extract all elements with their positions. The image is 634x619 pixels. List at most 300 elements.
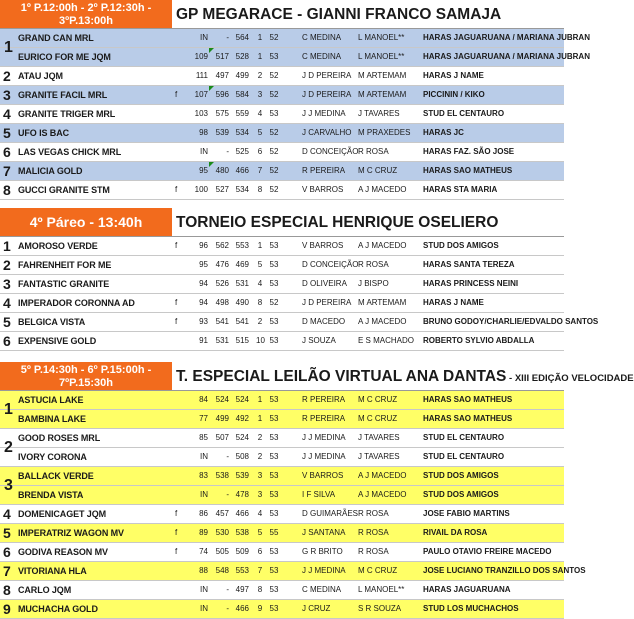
note-marker-icon bbox=[209, 162, 214, 167]
cell-owner: HARAS FAZ. SÃO JOSE bbox=[423, 147, 515, 156]
cell-pp: 4 bbox=[257, 109, 263, 118]
cell-pp: 2 bbox=[257, 71, 263, 80]
cell-owner: HARAS JAGUARUANA bbox=[423, 585, 511, 594]
cell-last: 466 bbox=[235, 604, 249, 613]
cell-jockey: C MEDINA bbox=[302, 52, 342, 61]
cell-dist: 53 bbox=[269, 471, 279, 480]
saddle-number: 8 bbox=[3, 182, 11, 198]
cell-trainer: A J MACEDO bbox=[358, 471, 407, 480]
cell-f: f bbox=[175, 185, 178, 194]
cell-dist: 53 bbox=[269, 509, 279, 518]
cell-weight: - bbox=[226, 585, 229, 594]
cell-pp: 2 bbox=[257, 433, 263, 442]
horse-name: GRANITE TRIGER MRL bbox=[18, 109, 116, 119]
cell-owner: RIVAIL DA ROSA bbox=[423, 528, 488, 537]
cell-trainer: M ARTEMAM bbox=[358, 71, 407, 80]
entry-row[interactable] bbox=[0, 429, 564, 447]
entry-row[interactable] bbox=[0, 181, 564, 199]
cell-last: 525 bbox=[235, 147, 249, 156]
entry-row[interactable] bbox=[0, 275, 564, 293]
cell-dist: 53 bbox=[269, 260, 279, 269]
cell-f: f bbox=[175, 528, 178, 537]
cell-pp: 4 bbox=[257, 279, 263, 288]
cell-last: 531 bbox=[235, 279, 249, 288]
cell-trainer: R ROSA bbox=[358, 260, 389, 269]
race-title bbox=[176, 0, 501, 29]
cell-weight: 457 bbox=[215, 509, 229, 518]
cell-owner: HARAS SAO MATHEUS bbox=[423, 166, 513, 175]
saddle-number: 5 bbox=[3, 525, 11, 541]
cell-pp: 2 bbox=[257, 317, 263, 326]
cell-last: 553 bbox=[235, 566, 249, 575]
horse-name: BELGICA VISTA bbox=[18, 317, 86, 327]
note-marker-icon bbox=[209, 86, 214, 91]
cell-last: 509 bbox=[235, 547, 249, 556]
horse-name: DOMENICAGET JQM bbox=[18, 509, 107, 519]
cell-owner: HARAS JAGUARUANA / MARIANA JUBRAN bbox=[423, 52, 590, 61]
horse-name: FANTASTIC GRANITE bbox=[18, 279, 110, 289]
cell-jockey: J J MEDINA bbox=[302, 109, 346, 118]
saddle-number: 1 bbox=[4, 39, 13, 56]
cell-trainer: J TAVARES bbox=[358, 433, 400, 442]
cell-trainer: M PRAXEDES bbox=[358, 128, 411, 137]
cell-weight: 530 bbox=[215, 528, 229, 537]
cell-f: f bbox=[175, 298, 178, 307]
cell-weight: 541 bbox=[215, 317, 229, 326]
race-time-tag: 1º P.12:00h - 2º P.12:30h - 3ºP.13:00h bbox=[0, 0, 172, 29]
cell-dist: 53 bbox=[269, 452, 279, 461]
race-title-text: TORNEIO ESPECIAL HENRIQUE OSELIERO bbox=[176, 214, 499, 231]
horse-name: IMPERATRIZ WAGON MV bbox=[18, 528, 124, 538]
race-entries bbox=[0, 29, 590, 200]
cell-rating: IN bbox=[200, 33, 208, 42]
cell-rating: 93 bbox=[199, 317, 208, 326]
cell-trainer: E S MACHADO bbox=[358, 336, 415, 345]
cell-trainer: R ROSA bbox=[358, 528, 389, 537]
cell-rating: 96 bbox=[199, 241, 208, 250]
race-title-text: GP MEGARACE - GIANNI FRANCO SAMAJA bbox=[176, 6, 502, 23]
cell-rating: 86 bbox=[199, 509, 208, 518]
cell-last: 528 bbox=[235, 52, 249, 61]
cell-rating: 98 bbox=[199, 128, 208, 137]
race-time-tag: 5º P.14:30h - 6º P.15:00h - 7ºP.15:30h bbox=[0, 362, 172, 391]
entry-row[interactable] bbox=[0, 524, 564, 542]
cell-owner: HARAS J NAME bbox=[423, 71, 484, 80]
cell-owner: HARAS PRINCESS NEINI bbox=[423, 279, 519, 288]
cell-dist: 53 bbox=[269, 336, 279, 345]
cell-jockey: J CRUZ bbox=[302, 604, 331, 613]
row-divider bbox=[0, 350, 564, 351]
cell-last: 584 bbox=[235, 90, 249, 99]
horse-name: GOOD ROSES MRL bbox=[18, 433, 101, 443]
cell-last: 538 bbox=[235, 528, 249, 537]
cell-pp: 5 bbox=[257, 260, 263, 269]
saddle-number: 5 bbox=[3, 314, 11, 330]
saddle-number: 1 bbox=[4, 401, 13, 418]
cell-last: 466 bbox=[235, 166, 249, 175]
cell-dist: 53 bbox=[269, 585, 279, 594]
saddle-number: 1 bbox=[3, 238, 11, 254]
row-divider bbox=[0, 199, 564, 200]
entry-row[interactable] bbox=[0, 562, 586, 580]
cell-weight: 539 bbox=[215, 128, 229, 137]
entry-row[interactable] bbox=[0, 332, 564, 350]
cell-jockey: J D PEREIRA bbox=[302, 71, 352, 80]
cell-jockey: J SANTANA bbox=[302, 528, 346, 537]
cell-rating: 103 bbox=[194, 109, 208, 118]
entry-row[interactable] bbox=[0, 410, 564, 428]
cell-rating: 74 bbox=[199, 547, 208, 556]
cell-trainer: A J MACEDO bbox=[358, 241, 407, 250]
cell-dist: 53 bbox=[269, 414, 279, 423]
race-section bbox=[0, 362, 634, 619]
cell-rating: 94 bbox=[199, 298, 208, 307]
cell-dist: 53 bbox=[269, 279, 279, 288]
cell-dist: 53 bbox=[269, 109, 279, 118]
cell-pp: 1 bbox=[257, 241, 263, 250]
cell-weight: 480 bbox=[215, 166, 229, 175]
horse-name: ATAU JQM bbox=[18, 71, 63, 81]
cell-trainer: M ARTEMAM bbox=[358, 298, 407, 307]
cell-weight: 526 bbox=[215, 279, 229, 288]
race-entries bbox=[0, 237, 599, 351]
saddle-number: 8 bbox=[3, 582, 11, 598]
cell-jockey: D OLIVEIRA bbox=[302, 279, 347, 288]
cell-weight: 548 bbox=[215, 566, 229, 575]
cell-pp: 1 bbox=[257, 33, 263, 42]
cell-rating: IN bbox=[200, 452, 208, 461]
entry-row[interactable] bbox=[0, 48, 590, 66]
horse-name: MUCHACHA GOLD bbox=[18, 604, 98, 614]
entry-row[interactable] bbox=[0, 467, 564, 485]
race-header bbox=[0, 208, 564, 237]
cell-rating: 89 bbox=[199, 528, 208, 537]
cell-pp: 4 bbox=[257, 509, 263, 518]
cell-pp: 2 bbox=[257, 452, 263, 461]
cell-last: 490 bbox=[235, 298, 249, 307]
cell-weight: 497 bbox=[215, 71, 229, 80]
cell-owner: HARAS SAO MATHEUS bbox=[423, 414, 513, 423]
cell-owner: BRUNO GODOY/CHARLIE/EDVALDO SANTOS bbox=[423, 317, 599, 326]
cell-owner: HARAS J NAME bbox=[423, 298, 484, 307]
cell-last: 469 bbox=[235, 260, 249, 269]
race-section bbox=[0, 208, 599, 351]
cell-jockey: J J MEDINA bbox=[302, 433, 346, 442]
cell-trainer: J TAVARES bbox=[358, 109, 400, 118]
entry-row[interactable] bbox=[0, 391, 564, 409]
cell-jockey: J J MEDINA bbox=[302, 452, 346, 461]
horse-name: UFO IS BAC bbox=[18, 128, 70, 138]
cell-trainer: L MANOEL** bbox=[358, 33, 405, 42]
horse-name: EXPENSIVE GOLD bbox=[18, 336, 97, 346]
cell-dist: 53 bbox=[269, 433, 279, 442]
cell-owner: STUD DOS AMIGOS bbox=[423, 490, 499, 499]
cell-rating: 83 bbox=[199, 471, 208, 480]
horse-name: BAMBINA LAKE bbox=[18, 414, 86, 424]
cell-trainer: M C CRUZ bbox=[358, 566, 398, 575]
saddle-number: 2 bbox=[3, 257, 11, 273]
cell-trainer: A J MACEDO bbox=[358, 317, 407, 326]
cell-f: f bbox=[175, 90, 178, 99]
cell-jockey: J D PEREIRA bbox=[302, 90, 352, 99]
cell-rating: IN bbox=[200, 490, 208, 499]
cell-jockey: R PEREIRA bbox=[302, 414, 346, 423]
cell-pp: 3 bbox=[257, 471, 263, 480]
entry-row[interactable] bbox=[0, 86, 564, 104]
entry-row[interactable] bbox=[0, 29, 590, 47]
horse-name: FAHRENHEIT FOR ME bbox=[18, 260, 112, 270]
cell-last: 478 bbox=[235, 490, 249, 499]
cell-rating: 95 bbox=[199, 166, 208, 175]
entry-row[interactable] bbox=[0, 294, 564, 312]
saddle-number: 2 bbox=[3, 68, 11, 84]
entry-row[interactable] bbox=[0, 486, 564, 504]
saddle-number: 4 bbox=[3, 106, 11, 122]
saddle-number: 7 bbox=[3, 163, 11, 179]
cell-trainer: J TAVARES bbox=[358, 452, 400, 461]
cell-owner: STUD LOS MUCHACHOS bbox=[423, 604, 519, 613]
cell-dist: 53 bbox=[269, 395, 279, 404]
cell-jockey: V BARROS bbox=[302, 241, 344, 250]
cell-trainer: L MANOEL** bbox=[358, 52, 405, 61]
entry-row[interactable] bbox=[0, 313, 599, 331]
cell-dist: 52 bbox=[269, 33, 279, 42]
cell-dist: 53 bbox=[269, 241, 279, 250]
race-header bbox=[0, 0, 564, 29]
cell-weight: 517 bbox=[215, 52, 229, 61]
cell-jockey: C MEDINA bbox=[302, 33, 342, 42]
horse-name: GUCCI GRANITE STM bbox=[18, 185, 110, 195]
cell-pp: 6 bbox=[257, 547, 263, 556]
cell-pp: 1 bbox=[257, 395, 263, 404]
entry-row[interactable] bbox=[0, 124, 564, 142]
saddle-number: 6 bbox=[3, 333, 11, 349]
cell-last: 534 bbox=[235, 128, 249, 137]
horse-name: GODIVA REASON MV bbox=[18, 547, 108, 557]
cell-weight: 499 bbox=[215, 414, 229, 423]
cell-dist: 53 bbox=[269, 317, 279, 326]
cell-trainer: A J MACEDO bbox=[358, 490, 407, 499]
cell-jockey: J SOUZA bbox=[302, 336, 336, 345]
cell-pp: 3 bbox=[257, 490, 263, 499]
cell-jockey: I F SILVA bbox=[302, 490, 336, 499]
race-header bbox=[0, 362, 634, 391]
saddle-number: 6 bbox=[3, 144, 11, 160]
cell-dist: 52 bbox=[269, 166, 279, 175]
cell-owner: STUD DOS AMIGOS bbox=[423, 471, 499, 480]
cell-jockey: J CARVALHO bbox=[302, 128, 352, 137]
cell-last: 497 bbox=[235, 585, 249, 594]
horse-name: IVORY CORONA bbox=[18, 452, 87, 462]
cell-rating: 107 bbox=[194, 90, 208, 99]
cell-weight: - bbox=[226, 147, 229, 156]
horse-name: CARLO JQM bbox=[18, 585, 72, 595]
cell-jockey: G R BRITO bbox=[302, 547, 343, 556]
cell-weight: 531 bbox=[215, 336, 229, 345]
cell-owner: HARAS SAO MATHEUS bbox=[423, 395, 513, 404]
cell-last: 524 bbox=[235, 433, 249, 442]
cell-pp: 8 bbox=[257, 298, 263, 307]
cell-owner: HARAS SANTA TEREZA bbox=[423, 260, 515, 269]
cell-weight: 538 bbox=[215, 471, 229, 480]
entry-row[interactable] bbox=[0, 237, 564, 255]
cell-dist: 52 bbox=[269, 128, 279, 137]
horse-name: GRAND CAN MRL bbox=[18, 33, 94, 43]
cell-dist: 52 bbox=[269, 147, 279, 156]
cell-weight: - bbox=[226, 452, 229, 461]
cell-trainer: M ARTEMAM bbox=[358, 90, 407, 99]
entry-row[interactable] bbox=[0, 162, 564, 180]
race-title bbox=[176, 208, 498, 237]
cell-owner: JOSE LUCIANO TRANZILLO DOS SANTOS bbox=[423, 566, 586, 575]
cell-dist: 52 bbox=[269, 298, 279, 307]
entry-row[interactable] bbox=[0, 67, 564, 85]
cell-weight: 596 bbox=[215, 90, 229, 99]
saddle-number: 2 bbox=[4, 439, 13, 456]
cell-pp: 7 bbox=[257, 566, 263, 575]
cell-owner: HARAS JC bbox=[423, 128, 464, 137]
cell-last: 534 bbox=[235, 185, 249, 194]
cell-rating: IN bbox=[200, 147, 208, 156]
entry-row[interactable] bbox=[0, 600, 564, 618]
entry-row[interactable] bbox=[0, 448, 564, 466]
cell-weight: 527 bbox=[215, 185, 229, 194]
horse-name: LAS VEGAS CHICK MRL bbox=[18, 147, 122, 157]
cell-f: f bbox=[175, 241, 178, 250]
cell-weight: 498 bbox=[215, 298, 229, 307]
cell-jockey: V BARROS bbox=[302, 185, 344, 194]
race-section bbox=[0, 0, 590, 200]
cell-last: 515 bbox=[235, 336, 249, 345]
cell-owner: HARAS JAGUARUANA / MARIANA JUBRAN bbox=[423, 33, 590, 42]
cell-pp: 8 bbox=[257, 585, 263, 594]
cell-jockey: R PEREIRA bbox=[302, 395, 346, 404]
horse-name: BALLACK VERDE bbox=[18, 471, 94, 481]
cell-rating: IN bbox=[200, 604, 208, 613]
cell-last: 524 bbox=[235, 395, 249, 404]
entry-row[interactable] bbox=[0, 143, 564, 161]
race-title-text: T. ESPECIAL LEILÃO VIRTUAL ANA DANTAS bbox=[176, 368, 507, 385]
saddle-number: 4 bbox=[3, 295, 11, 311]
cell-trainer: M C CRUZ bbox=[358, 166, 398, 175]
cell-dist: 53 bbox=[269, 604, 279, 613]
race-time-tag: 4º Páreo - 13:40h bbox=[0, 208, 172, 237]
cell-rating: 91 bbox=[199, 336, 208, 345]
cell-owner: JOSE FABIO MARTINS bbox=[423, 509, 510, 518]
entry-row[interactable] bbox=[0, 105, 564, 123]
horse-name: IMPERADOR CORONNA AD bbox=[18, 298, 135, 308]
cell-rating: 111 bbox=[195, 71, 208, 80]
cell-jockey: V BARROS bbox=[302, 471, 344, 480]
cell-last: 508 bbox=[235, 452, 249, 461]
cell-weight: 507 bbox=[215, 433, 229, 442]
horse-name: EURICO FOR ME JQM bbox=[18, 52, 111, 62]
cell-last: 499 bbox=[235, 71, 249, 80]
cell-weight: 562 bbox=[215, 241, 229, 250]
entry-row[interactable] bbox=[0, 543, 564, 561]
cell-dist: 52 bbox=[269, 90, 279, 99]
saddle-number: 3 bbox=[3, 276, 11, 292]
cell-trainer: J BISPO bbox=[358, 279, 389, 288]
cell-last: 553 bbox=[235, 241, 249, 250]
cell-rating: 85 bbox=[199, 433, 208, 442]
saddle-number: 3 bbox=[4, 477, 13, 494]
cell-weight: - bbox=[226, 490, 229, 499]
cell-trainer: A J MACEDO bbox=[358, 185, 407, 194]
cell-pp: 8 bbox=[257, 185, 263, 194]
cell-pp: 5 bbox=[257, 528, 263, 537]
cell-pp: 1 bbox=[257, 52, 263, 61]
cell-rating: 77 bbox=[199, 414, 208, 423]
cell-jockey: C MEDINA bbox=[302, 585, 342, 594]
cell-rating: 94 bbox=[199, 279, 208, 288]
cell-owner: STUD EL CENTAURO bbox=[423, 109, 505, 118]
race-entries bbox=[0, 391, 586, 619]
entry-row[interactable] bbox=[0, 581, 564, 599]
cell-owner: PAULO OTAVIO FREIRE MACEDO bbox=[423, 547, 552, 556]
cell-last: 541 bbox=[235, 317, 249, 326]
cell-f: f bbox=[175, 547, 178, 556]
cell-f: f bbox=[175, 509, 178, 518]
cell-dist: 53 bbox=[269, 547, 279, 556]
cell-dist: 52 bbox=[269, 71, 279, 80]
cell-pp: 9 bbox=[257, 604, 263, 613]
race-title bbox=[176, 362, 634, 391]
cell-trainer: S R SOUZA bbox=[358, 604, 402, 613]
horse-name: AMOROSO VERDE bbox=[18, 241, 98, 251]
cell-trainer: L MANOEL** bbox=[358, 585, 405, 594]
cell-jockey: J D PEREIRA bbox=[302, 298, 352, 307]
cell-last: 539 bbox=[235, 471, 249, 480]
cell-rating: 100 bbox=[194, 185, 208, 194]
note-marker-icon bbox=[209, 48, 214, 53]
cell-jockey: R PEREIRA bbox=[302, 166, 346, 175]
cell-pp: 7 bbox=[257, 166, 263, 175]
cell-weight: 476 bbox=[215, 260, 229, 269]
saddle-number: 5 bbox=[3, 125, 11, 141]
cell-dist: 53 bbox=[269, 566, 279, 575]
cell-rating: 84 bbox=[199, 395, 208, 404]
race-subtitle: - XIII EDIÇÃO VELOCIDADE bbox=[506, 373, 634, 384]
saddle-number: 4 bbox=[3, 506, 11, 522]
cell-owner: HARAS STA MARIA bbox=[423, 185, 498, 194]
cell-dist: 55 bbox=[269, 528, 279, 537]
cell-dist: 52 bbox=[269, 185, 279, 194]
cell-trainer: R ROSA bbox=[358, 509, 389, 518]
cell-pp: 10 bbox=[256, 336, 265, 345]
cell-rating: IN bbox=[200, 585, 208, 594]
entry-row[interactable] bbox=[0, 505, 564, 523]
cell-owner: STUD EL CENTAURO bbox=[423, 452, 505, 461]
cell-trainer: M C CRUZ bbox=[358, 395, 398, 404]
cell-weight: 524 bbox=[215, 395, 229, 404]
cell-weight: 575 bbox=[215, 109, 229, 118]
horse-name: BRENDA VISTA bbox=[18, 490, 84, 500]
cell-pp: 1 bbox=[257, 414, 263, 423]
entry-row[interactable] bbox=[0, 256, 564, 274]
cell-jockey: D CONCEIÇÃO bbox=[302, 260, 359, 269]
cell-trainer: M C CRUZ bbox=[358, 414, 398, 423]
cell-jockey: D MACEDO bbox=[302, 317, 346, 326]
cell-owner: STUD DOS AMIGOS bbox=[423, 241, 499, 250]
cell-last: 559 bbox=[235, 109, 249, 118]
cell-dist: 53 bbox=[269, 490, 279, 499]
cell-pp: 6 bbox=[257, 147, 263, 156]
cell-f: f bbox=[175, 317, 178, 326]
cell-trainer: R ROSA bbox=[358, 147, 389, 156]
cell-weight: 505 bbox=[215, 547, 229, 556]
horse-name: ASTUCIA LAKE bbox=[18, 395, 84, 405]
